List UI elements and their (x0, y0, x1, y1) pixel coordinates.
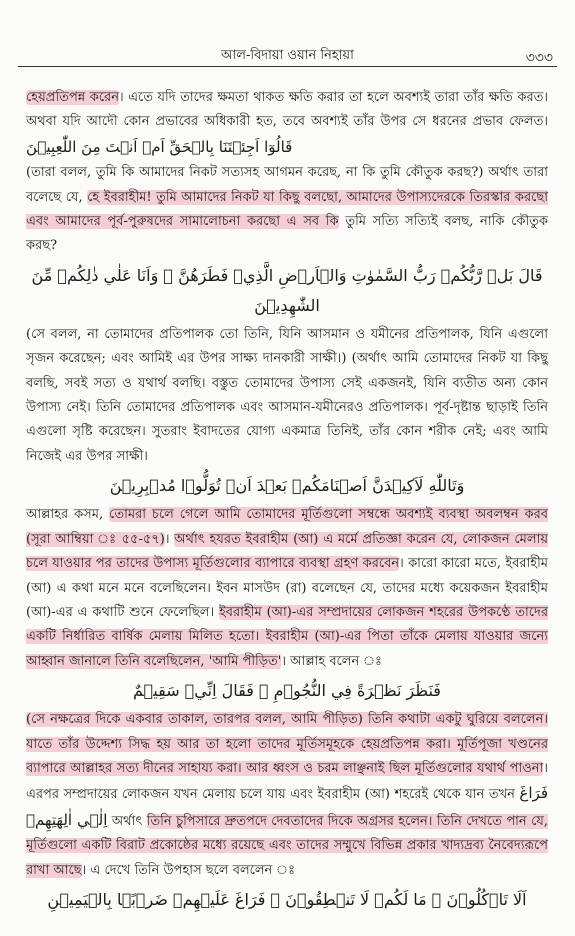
paragraph-3: (সে বলল, না তোমাদের প্রতিপালক তো তিনি, যিনি আসমান ও যমীনের প্রতিপালক, যিনি এগুলো সৃজন করেছেন; এবং আমিই এর উপর সাক্ষ্য দানকারী সাক্ষী।) (অর্থাৎ আমি তোমাদের নিকট যা কিছু বলছি, সবই সত্য ও যথার্থ বলছি। বস্তুত তোমাদের উপাস্য সেই একজনই, যিনি ব্যতীত অন্য কোন উপাস্য নেই। তিনি তোমাদের প্রতিপালক এবং আসমান-যমীনেরও প্রতিপালক। পূর্ব-দৃষ্টান্ত ছাড়াই তিনি এগুলো সৃষ্টি করেছেন। সুতরাং ইবাদতের যোগ্য একমাত্র তিনিই, তাঁর কোন শরীক নেই; এবং আমি নিজেই এর উপর সাক্ষী। (26, 326, 548, 464)
arabic-verse-4: فَنَظَرَ نَظۡرَةً فِي النُّجُوۡمِ ۙ فَقَالَ اِنِّيۡ سَقِيۡمٌ (133, 681, 441, 701)
arabic-inline-phrase: فَرَاغَ اِلٰۤي اٰلِهَتِهِمۡ (26, 784, 548, 829)
paragraph-4-mid1: । (164, 531, 175, 547)
book-title: আল-বিদায়া ওয়ান নিহায়া (221, 48, 354, 63)
paragraph-5 (26, 708, 548, 883)
arabic-verse-3: وَتَاللّٰهِ لَاَكِيۡدَنَّ اَصۡنَامَكُمۡ بَعۡدَ اَنۡ تُوَلُّوۡا مُدۡبِرِيۡنَ (109, 476, 465, 496)
highlight-5b: তিনি চুপিসারে দ্রুতপদে দেবতাদের দিকে অগ্রসর হলেন। তিনি দেখতে পান যে, মূর্তিগুলো একটি বিরাট প্রকোষ্ঠের মধ্যে রয়েছে এবং তাদের সম্মুখে বিভিন্ন প্রকার খাদ্যদ্রব্য নৈবেদ্যরূপে রাখা আছে (26, 813, 549, 878)
paragraph-4-pre: আল্লাহর কসম, (26, 507, 110, 523)
highlight-5a: (সে নক্ষত্রের দিকে একবার তাকাল, তারপর বলল, আমি পীড়িত) তিনি কথাটা একটু ঘুরিয়ে বললেন। যাতে তাঁর উদ্দেশ্য সিদ্ধ হয় আর তা হলো তাদের মূর্তিসমূহকে হেয়প্রতিপন্ন করা। মূর্তিপূজা খণ্ডনের ব্যাপারে আল্লাহর সত্য দীনের সাহায্য করা। আর ধ্বংস ও চরম লাঞ্ছনাই ছিল মূর্তিগুলোর যথার্থ পাওনা (26, 712, 548, 776)
paragraph-1 (26, 86, 548, 161)
paragraph-5-mid2: অর্থাৎ (107, 813, 147, 829)
highlight-4c: ইবরাহীম (আ)-এর সম্প্রদায়ের লোকজন শহরের উপকণ্ঠে তাদের একটি নির্ধারিত বার্ষিক মেলায় মিলিত হতো। ইবরাহীম (আ)-এর পিতা তাঁকে মেলায় যাওয়ার জন্যে আহ্বান জানালে তিনি বলেছিলেন, 'আমি পীড়িত' (26, 604, 548, 669)
paragraph-2 (26, 161, 548, 259)
paragraph-2-post: তুমি সত্যি সত্যিই বলছ, নাকি কৌতুক করছ? (26, 214, 549, 254)
paragraph-1-text: । এতে যদি তাদের ক্ষমতা থাকত ক্ষতি করার তা হলে অবশ্যই তারা তাঁর ক্ষতি করত। অথবা যদি আদৌ কোন প্রভাবের অধিকারী হত, তবে অবশ্যই তাঁর উপর সে ধরনের প্রভাব ফেলত। (26, 90, 549, 130)
paragraph-2-pre: (তারা বলল, তুমি কি আমাদের নিকট সত্যসহ আগমন করেছ, না কি তুমি কৌতুক করছ?) অর্থাৎ তারা বলেছে যে, (26, 165, 548, 205)
arabic-verse-5: اَلَا تَاۡكُلُوۡنَ ۚ مَا لَكُمۡ لَا تَنۡطِقُوۡنَ ۚ فَرَاغَ عَلَيۡهِمۡ ضَرۡبًۢا بِالۡيَمِيۡنِ (47, 889, 527, 909)
paragraph-4-mid2: । কারো কারো মতে, ইবরাহীম (আ) এ কথা মনে মনে বলেছিলেন। ইবন মাসউদ (রা) বলেছেন যে, তাদের মধ্যে কয়েকজন ইবরাহীম (আ)-এর এ কথাটি শুনে ফেলেছিল। (26, 556, 549, 620)
paragraph-4-post: । আল্লাহ বলেন ঃ (281, 653, 382, 669)
paragraph-4 (26, 503, 548, 674)
paragraph-5-post: । এ দেখে তিনি উপহাস ছলে বললেন ঃ (81, 862, 296, 878)
highlight-4b: অর্থাৎ হযরত ইবরাহীম (আ) এ মর্মে প্রতিজ্ঞা করেন যে, লোকজন মেলায় চলে যাওয়ার পর তাদের উপাস্য মূর্তিগুলোর ব্যাপারে ব্যবস্থা গ্রহণ করবেন (26, 531, 549, 572)
paragraph-5-mid1: । এরপর সম্প্রদায়ের লোকজন যখন মেলায় চলে যায় এবং ইবরাহীম (আ) শহরেই থেকে যান তখন (26, 760, 548, 803)
highlight-1: হেয়প্রতিপন্ন করেন (26, 90, 119, 105)
arabic-verse-1: قَالُوٓا اَجِئۡتَنَا بِالۡحَقِّ اَمۡ اَنۡتَ مِنَ اللّٰعِبِيۡنَ (26, 137, 293, 156)
page-number: ৩৩৩ (525, 50, 553, 66)
highlight-4a: তোমরা চলে গেলে আমি তোমাদের মূর্তিগুলো সম্বন্ধে অবশ্যই ব্যবস্থা অবলম্বন করব (সূরা আম্বিয়া ঃ ৫৫-৫৭) (26, 507, 548, 547)
arabic-verse-2: قَالَ بَلۡ رَّبُّكُمۡ رَبُّ السَّمٰوٰتِ وَالۡاَرۡضِ الَّذِيۡ فَطَرَهُنَّ ۖ وَاَنَا عَلٰي ذٰلِكُمۡ مِّنَ الشّٰهِدِيۡنَ (31, 265, 543, 315)
highlight-2: হে ইবরাহীম! তুমি আমাদের নিকট যা কিছু বলছো, আমাদের উপাস্যদেরকে তিরস্কার করছো এবং আমাদের পূর্ব-পুরুষদের সামালোচনা করছো এ সব কি (26, 189, 548, 230)
running-header (18, 44, 557, 67)
main-text (26, 86, 548, 917)
